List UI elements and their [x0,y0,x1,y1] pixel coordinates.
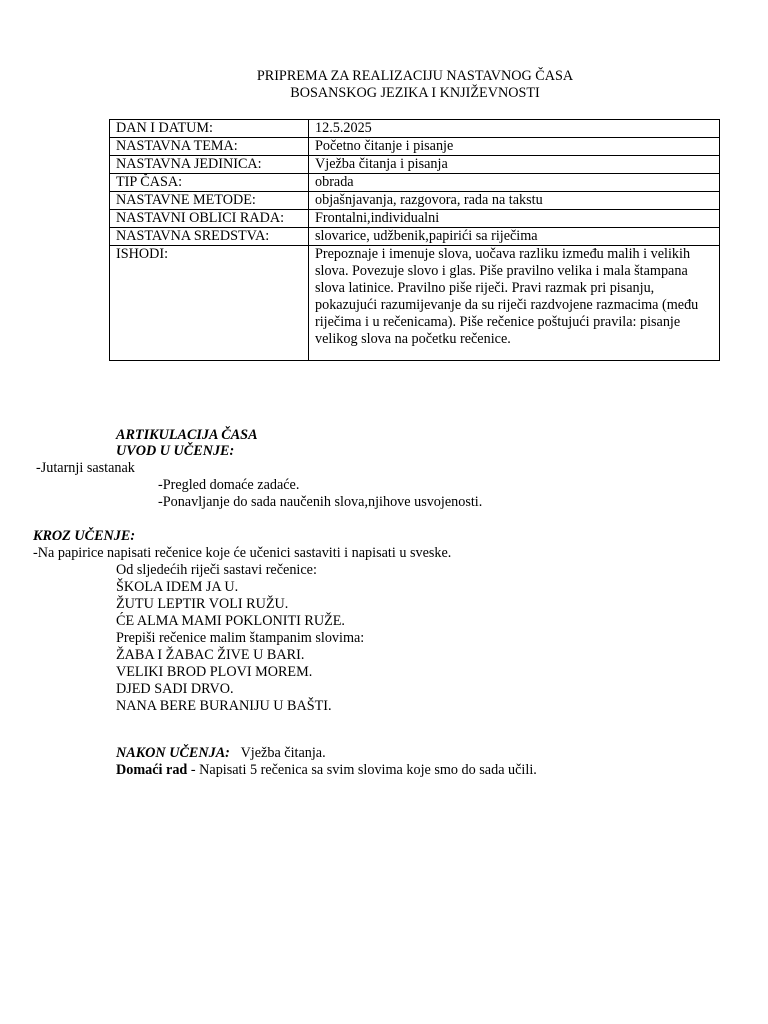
through-line: ŠKOLA IDEM JA U. [116,579,239,595]
table-row [110,246,720,361]
document-title-line-2: BOSANSKOG JEZIKA I KNJIŽEVNOSTI [290,85,540,101]
table-row [110,156,720,174]
through-line: NANA BERE BURANIJU U BAŠTI. [116,698,332,714]
table-row [110,138,720,156]
intro-item: -Pregled domaće zadaće. [158,477,300,493]
row-label-date: DAN I DATUM: [110,120,309,138]
through-line: ĆE ALMA MAMI POKLONITI RUŽE. [116,613,345,629]
through-line: DJED SADI DRVO. [116,681,234,697]
intro-item: -Ponavljanje do sada naučenih slova,njihove usvojenosti. [158,494,483,510]
row-value-lesson-type: obrada [309,174,720,192]
row-value-forms: Frontalni,individualni [309,210,720,228]
articulation-heading: ARTIKULACIJA ČASA [116,427,258,443]
homework-text: - Napisati 5 rečenica sa svim slovima koje smo do sada učili. [187,762,537,778]
table-row [110,228,720,246]
row-value-date: 12.5.2025 [309,120,720,138]
row-label-forms: NASTAVNI OBLICI RADA: [110,210,309,228]
row-label-lesson-type: TIP ČASA: [110,174,309,192]
intro-item: -Jutarnji sastanak [36,460,135,476]
table-row [110,174,720,192]
table-row [110,192,720,210]
through-line: VELIKI BROD PLOVI MOREM. [116,664,313,680]
row-value-methods: objašnjavanja, razgovora, rada na takstu [309,192,720,210]
after-text: Vježba čitanja. [240,745,326,761]
after-text-spacer [230,745,241,761]
document-title-line-1: PRIPREMA ZA REALIZACIJU NASTAVNOG ČASA [256,68,574,84]
through-line: Prepiši rečenice malim štampanim slovima: [116,630,365,646]
row-label-methods: NASTAVNE METODE: [110,192,309,210]
lesson-info-table [109,119,720,361]
homework-label: Domaći rad [116,762,188,778]
through-intro: -Na papirice napisati rečenice koje će učenici sastaviti i napisati u sveske. [33,545,452,561]
intro-heading: UVOD U UČENJE: [116,443,235,459]
through-line: ŽABA I ŽABAC ŽIVE U BARI. [116,647,305,663]
table-row [110,120,720,138]
row-label-topic: NASTAVNA TEMA: [110,138,309,156]
homework-line [116,762,537,779]
row-value-topic: Početno čitanje i pisanje [309,138,720,156]
after-heading: NAKON UČENJA: [116,745,230,761]
row-value-materials: slovarice, udžbenik,papirići sa riječima [309,228,720,246]
row-value-unit: Vježba čitanja i pisanja [309,156,720,174]
row-label-materials: NASTAVNA SREDSTVA: [110,228,309,246]
after-learning-line [116,745,326,762]
row-label-unit: NASTAVNA JEDINICA: [110,156,309,174]
table-row [110,210,720,228]
through-heading: KROZ UČENJE: [33,528,136,544]
row-label-outcomes: ISHODI: [110,246,309,361]
row-value-outcomes: Prepoznaje i imenuje slova, uočava razliku između malih i velikih slova. Povezuje slovo i glas. Piše pravilno velika i mala štampana slova latinice. Pravilno piše riječi. Pravi razmak pri pisanju, pokazujući razumijevanje da su riječi razdvojene razmacima (među riječima i u rečenicama). Piše rečenice poštujući pravila: pisanje velikog slova na početku rečenice. [309,246,720,361]
through-line: Od sljedećih riječi sastavi rečenice: [116,562,317,578]
through-line: ŽUTU LEPTIR VOLI RUŽU. [116,596,289,612]
